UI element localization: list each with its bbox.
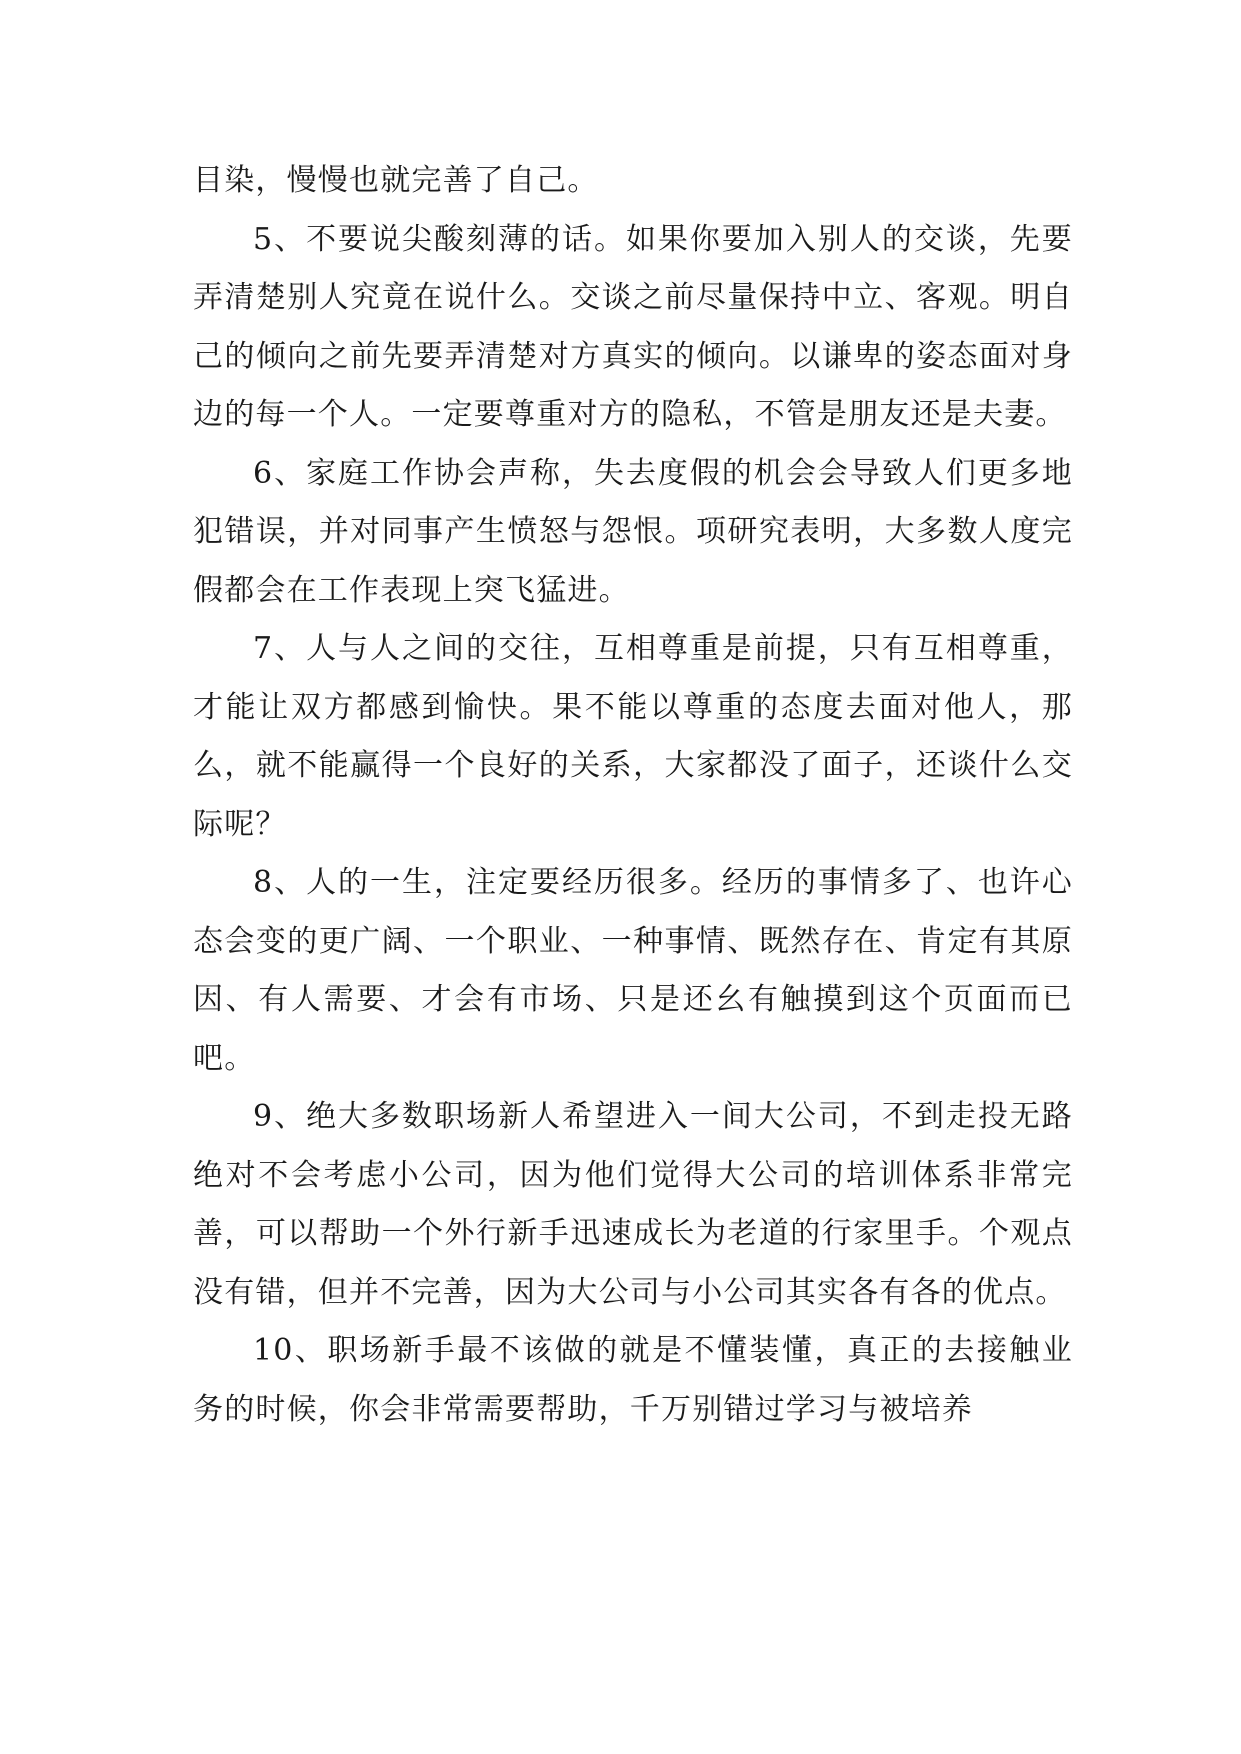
document-body bbox=[193, 152, 1073, 1439]
paragraph-5: 5、不要说尖酸刻薄的话。如果你要加入别人的交谈，先要弄清楚别人究竟在说什么。交谈之前尽量保持中立、客观。明自己的倾向之前先要弄清楚对方真实的倾向。以谦卑的姿态面对身边的每一个人。一定要尊重对方的隐私，不管是朋友还是夫妻。 bbox=[193, 221, 1073, 432]
paragraph-continued: 目染，慢慢也就完善了自己。 bbox=[193, 163, 599, 198]
paragraph-7: 7、人与人之间的交往，互相尊重是前提，只有互相尊重，才能让双方都感到愉快。果不能以尊重的态度去面对他人，那么，就不能赢得一个良好的关系，大家都没了面子，还谈什么交际呢？ bbox=[193, 631, 1073, 842]
paragraph-6: 6、家庭工作协会声称，失去度假的机会会导致人们更多地犯错误，并对同事产生愤怒与怨恨。项研究表明，大多数人度完假都会在工作表现上突飞猛进。 bbox=[193, 455, 1073, 608]
paragraph-8: 8、人的一生，注定要经历很多。经历的事情多了、也许心态会变的更广阔、一个职业、一种事情、既然存在、肯定有其原因、有人需要、才会有市场、只是还幺有触摸到这个页面而已吧。 bbox=[193, 865, 1073, 1076]
paragraph-10: 10、职场新手最不该做的就是不懂装懂，真正的去接触业务的时候，你会非常需要帮助，千万别错过学习与被培养 bbox=[193, 1333, 1073, 1427]
paragraph-9: 9、绝大多数职场新人希望进入一间大公司，不到走投无路绝对不会考虑小公司，因为他们觉得大公司的培训体系非常完善，可以帮助一个外行新手迅速成长为老道的行家里手。个观点没有错，但并不完善，因为大公司与小公司其实各有各的优点。 bbox=[193, 1099, 1073, 1310]
